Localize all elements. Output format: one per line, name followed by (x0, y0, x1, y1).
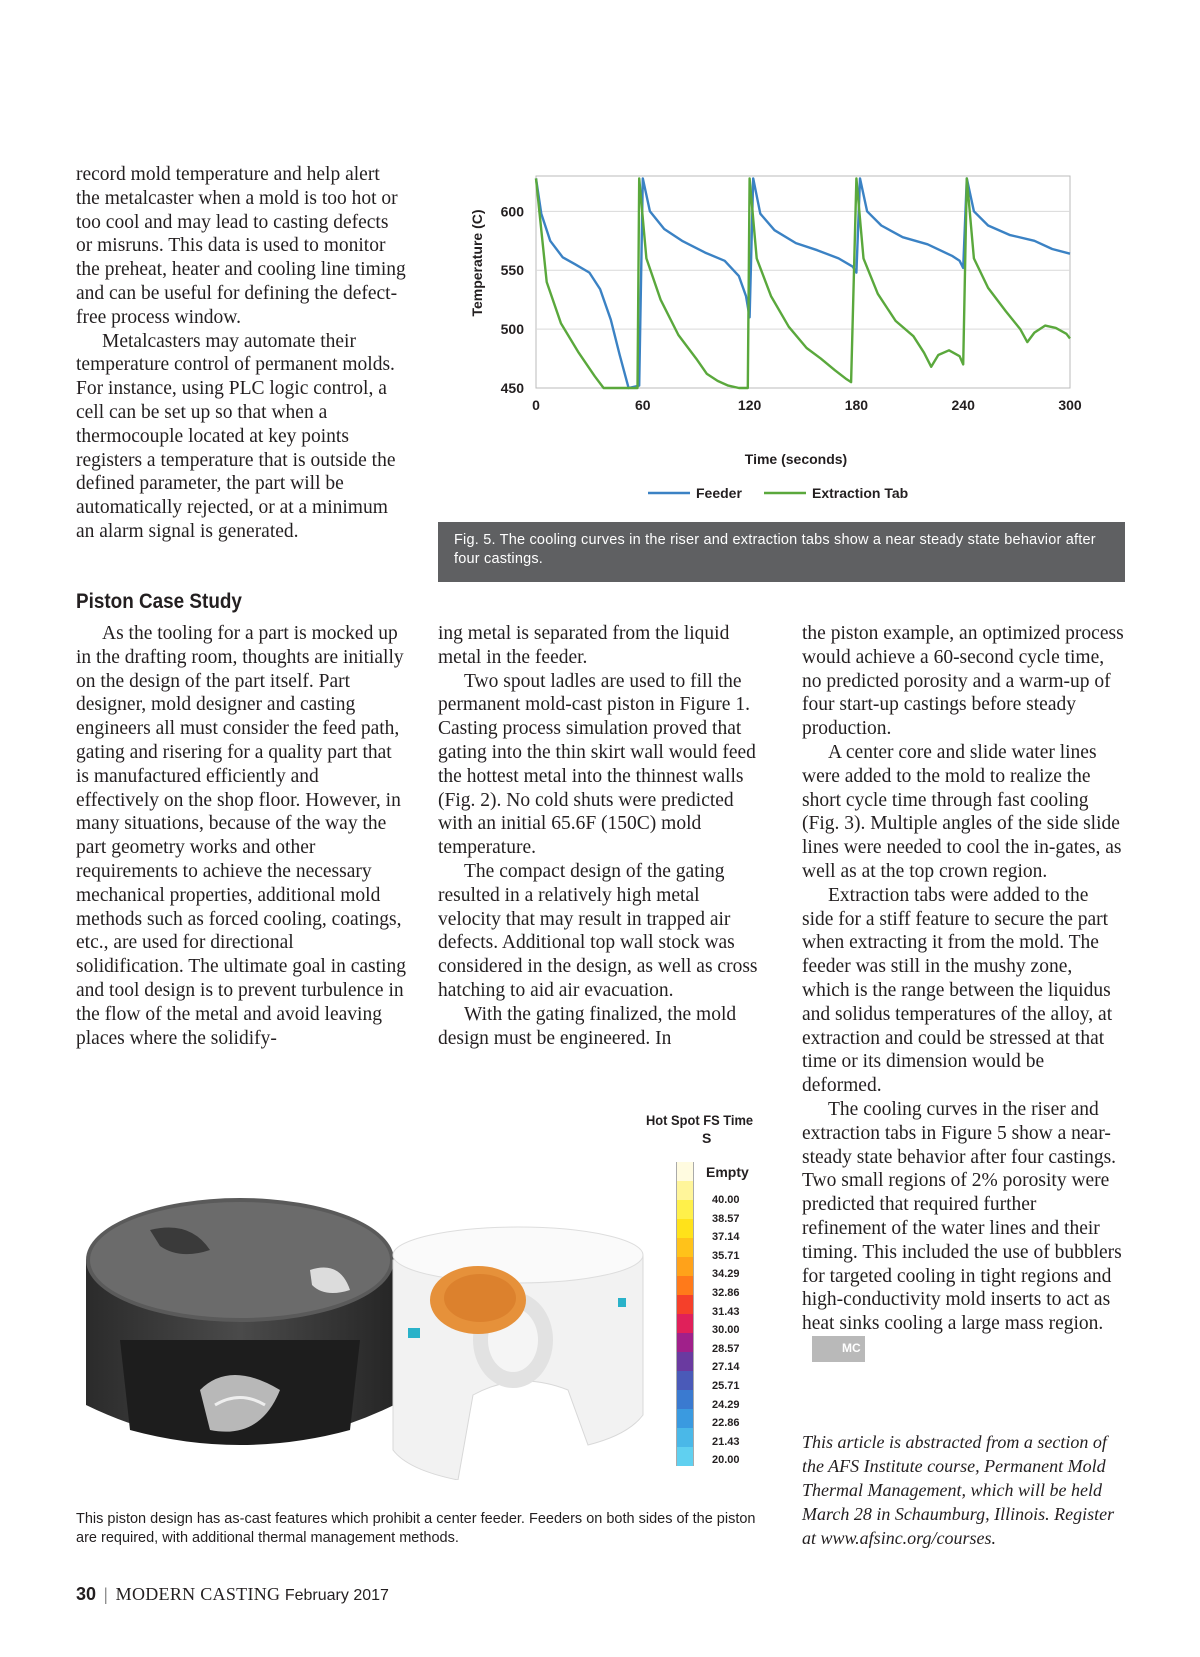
color-scale-value: 25.71 (712, 1380, 740, 1392)
x-tick-label: 300 (1058, 397, 1082, 413)
color-scale-empty-label: Empty (706, 1164, 749, 1180)
end-mark-badge: MC (812, 1336, 865, 1362)
footer-divider: | (104, 1584, 108, 1604)
paragraph: With the gating finalized, the mold design must be engineered. In (438, 1003, 737, 1049)
x-tick-label: 120 (737, 397, 762, 413)
paragraph (802, 1098, 1124, 1362)
x-tick-label: 0 (532, 397, 540, 413)
page-footer (76, 1584, 389, 1605)
color-scale-value: 30.00 (712, 1324, 740, 1337)
color-scale-swatch (676, 1276, 694, 1295)
paragraph: Metalcasters may automate their temperature control of permanent molds. For instance, using PLC logic control, a cell can be set up so that when a thermocouple located at key points registers a temperature that is outside the defined parameter, the part will be automatically rejected, or at a minimum an alarm signal is generated. (76, 330, 396, 542)
piston-cad-model-image (80, 1190, 400, 1500)
color-scale-value: 21.43 (712, 1435, 740, 1448)
paragraph: As the tooling for a part is mocked up in the drafting room, thoughts are initially on the design of the part itself. Part designer, mold designer and casting engineers all must consider the feed path, gating and risering for a quality part that is manufactured efficiently and effectively on the shop floor. However, in many situations, because of the way the part geometry works and other requirements to achieve the necessary mechanical properties, additional mold methods such as forced cooling, coatings, etc., are used for directional solidification. The ultimate goal in casting and tool design is to prevent turbulence in the flow of the metal and avoid leaving places where the solidify- (76, 623, 406, 1049)
column-2-text (438, 622, 758, 1050)
color-scale-swatch (676, 1409, 694, 1428)
piston-figure-caption: This piston design has as-cast features which prohibit a center feeder. Feeders on both sides of the piston are required, with additional thermal management methods. (76, 1511, 756, 1546)
paragraph: record mold temperature and help alert the metalcaster when a mold is too hot or too cool and may lead to casting defects or misruns. This data is used to monitor the preheat, heater and cooling line timing and can be useful for defining the defect-free process window. (76, 164, 406, 328)
color-scale-swatch (676, 1314, 694, 1333)
color-scale-swatch (676, 1352, 694, 1371)
legend-label-feeder: Feeder (696, 485, 742, 501)
color-scale-legend (640, 1112, 790, 1482)
color-scale-swatch (676, 1181, 694, 1200)
plot-area (536, 176, 1070, 388)
page-number: 30 (76, 1584, 97, 1604)
chart-legend (648, 485, 908, 501)
color-scale-swatch (676, 1447, 694, 1466)
section-heading: Piston Case Study (76, 590, 242, 613)
x-axis-label: Time (seconds) (744, 451, 848, 467)
left-column-top-text (76, 163, 406, 544)
color-scale-swatch (676, 1428, 694, 1447)
y-axis-label: Temperature (C) (469, 209, 485, 317)
color-scale-value: 34.29 (712, 1268, 740, 1281)
legend-label-extraction-tab: Extraction Tab (812, 485, 909, 501)
y-tick-label: 450 (500, 380, 524, 396)
color-scale-swatch (676, 1200, 694, 1219)
color-scale-value: 20.00 (712, 1454, 740, 1467)
color-scale-value: 37.14 (712, 1231, 740, 1244)
paragraph: A center core and slide water lines were added to the mold to realize the short cycle time through fast cooling (Fig. 3). Multiple angles of the side slide lines were needed to cool the in-gates, as well as at the top crown region. (802, 741, 1122, 882)
fig5-cooling-curves-chart (438, 168, 1125, 518)
author-note: This article is abstracted from a section of the AFS Institute course, Permanent Mold Thermal Management, which will be held March 28 in Schaumburg, Illinois. Register at www.afsinc.org/courses. (802, 1432, 1115, 1548)
paragraph: the piston example, an optimized process would achieve a 60-second cycle time, no predicted porosity and a warm-up of four start-up castings before steady production. (802, 623, 1124, 740)
x-tick-label: 60 (635, 397, 651, 413)
color-scale-value: 38.57 (712, 1212, 740, 1225)
column-3-text (802, 622, 1124, 1362)
color-scale-unit: S (702, 1130, 712, 1146)
color-scale-bar (676, 1162, 694, 1466)
color-scale-swatch (676, 1219, 694, 1238)
piston-simulation-image (388, 1210, 653, 1480)
y-tick-label: 600 (500, 203, 524, 220)
color-scale-value: 35.71 (712, 1249, 740, 1262)
color-scale-value: 31.43 (712, 1305, 740, 1318)
magazine-name: MODERN CASTING (115, 1584, 281, 1604)
paragraph-text: The cooling curves in the riser and extraction tabs in Figure 5 show a near-steady state behavior after four castings. Two small regions of 2% porosity were predicted that required further refinement of the water lines and their timing. This included the use of bubblers for targeted cooling in tight regions and high-conductivity mold inserts to act as heat sinks cooling a large mass region. (802, 1098, 1122, 1335)
paragraph: Extraction tabs were added to the side for a stiff feature to secure the part when extracting it from the mold. The feeder was still in the mushy zone, which is the range between the liquidus and solidus temperatures of the alloy, at extraction and could be stressed at that time or its dimension would be deformed. (802, 884, 1113, 1097)
x-tick-label: 180 (844, 397, 869, 413)
color-scale-swatch (676, 1295, 694, 1314)
paragraph: ing metal is separated from the liquid metal in the feeder. (438, 623, 730, 668)
color-scale-value: 40.00 (712, 1194, 740, 1206)
color-scale-value: 22.86 (712, 1417, 740, 1430)
y-tick-label: 500 (500, 321, 524, 338)
paragraph: Two spout ladles are used to fill the permanent mold-cast piston in Figure 1. Casting process simulation proved that gating into the thin skirt wall would feed the hottest metal into the thinnest walls (Fig. 2). No cold shuts were predicted with an initial 65.6F (150C) mold temperature. (438, 670, 756, 859)
color-scale-value: 28.57 (712, 1342, 740, 1355)
column-1-text (76, 622, 406, 1050)
color-scale-title: Hot Spot FS Time (646, 1112, 754, 1128)
paragraph: The compact design of the gating resulted in a relatively high metal velocity that may result in trapped air defects. Additional top wall stock was considered in the design, as well as cross hatching to aid air evacuation. (438, 860, 758, 1001)
x-tick-label: 240 (951, 397, 975, 413)
color-scale-value: 24.29 (712, 1398, 740, 1411)
color-scale-swatch (676, 1333, 694, 1352)
y-tick-label: 550 (500, 262, 524, 279)
fig5-caption: Fig. 5. The cooling curves in the riser and extraction tabs show a near steady state behavior after four castings. (438, 522, 1125, 582)
color-scale-swatch (676, 1257, 694, 1276)
color-scale-value: 32.86 (712, 1287, 740, 1299)
issue-date: February 2017 (284, 1587, 389, 1604)
color-scale-value: 27.14 (712, 1361, 740, 1374)
color-scale-swatch (676, 1371, 694, 1390)
color-scale-swatch (676, 1162, 694, 1181)
color-scale-swatch (676, 1238, 694, 1257)
color-scale-swatch (676, 1390, 694, 1409)
